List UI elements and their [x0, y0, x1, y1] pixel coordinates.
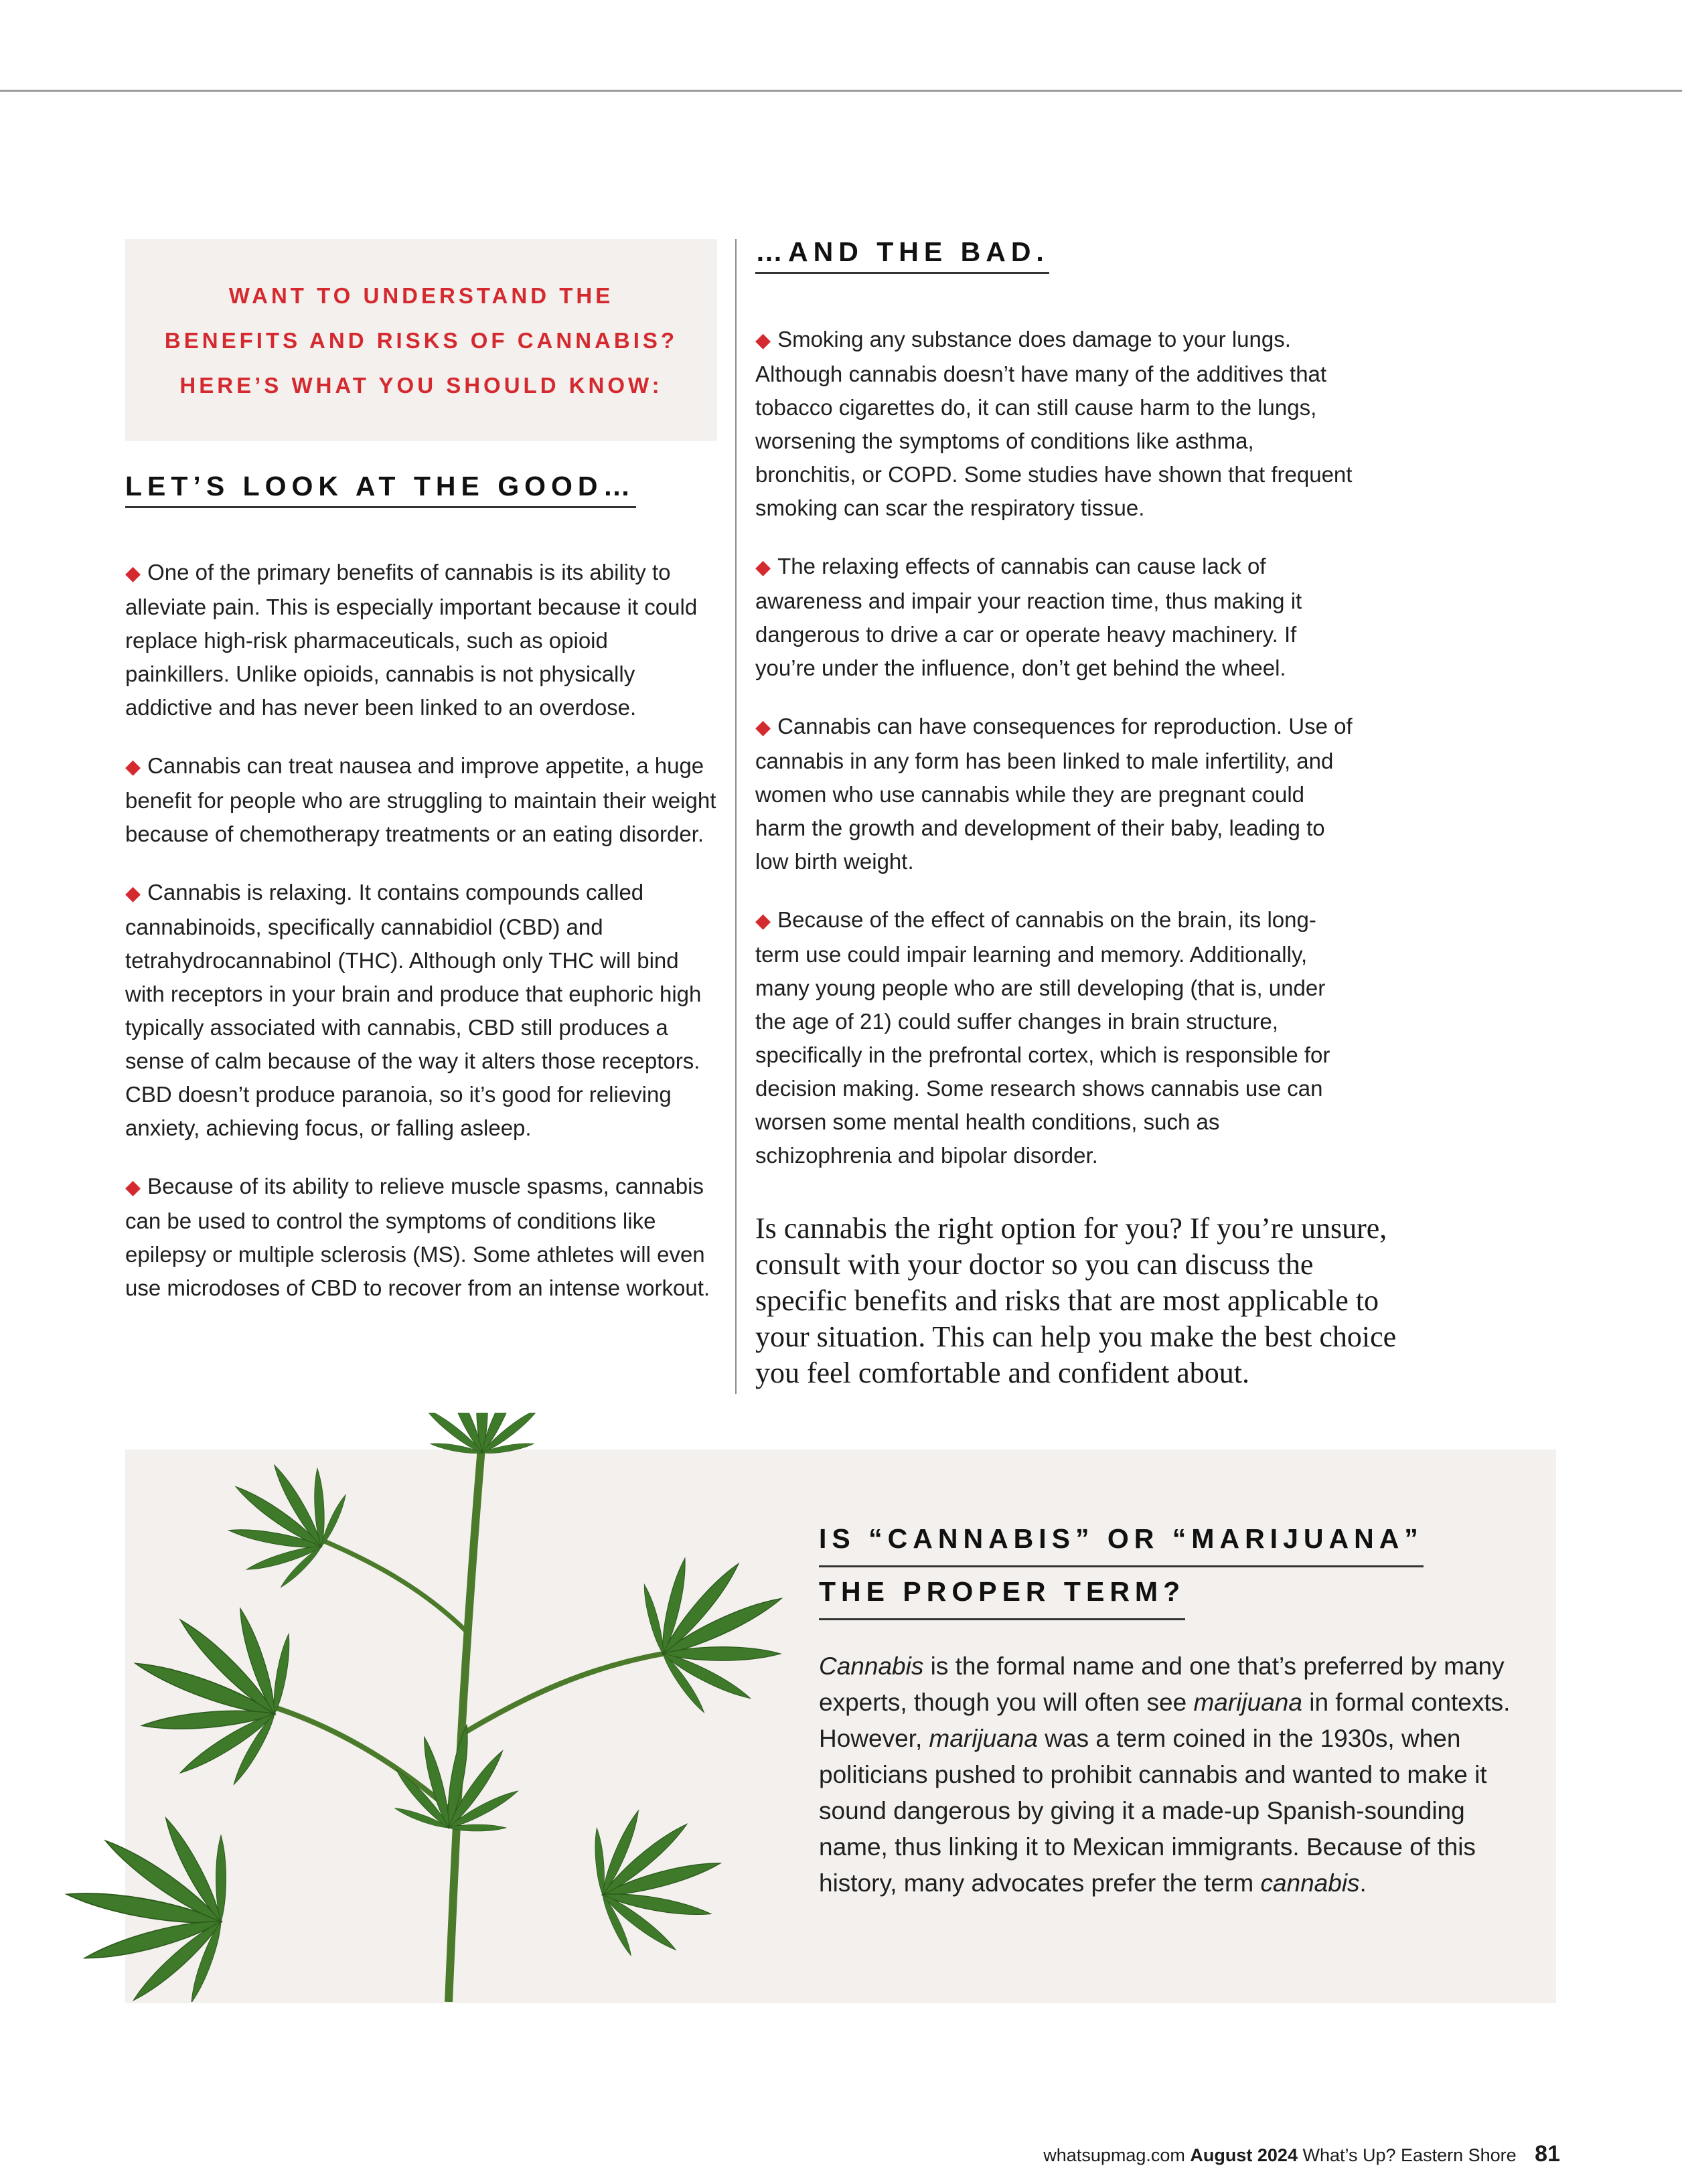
leaf — [199, 1434, 362, 1602]
bullet-text: Because of the effect of cannabis on the brain, its long-term use could impair learning and memory. Additionally, many young people who are still developing (that is, under the age of 21) could suffer changes in brain structure, specifically in the prefrontal cortex, which is responsible for decision making. Some research shows cannabis use can worsen some mental health conditions, such as schizophrenia and bipolar disorder. — [755, 907, 1330, 1168]
leaf — [579, 1790, 740, 1968]
callout-line: HERE’S WHAT YOU SHOULD KNOW: — [179, 372, 663, 398]
sidebar-heading — [819, 1514, 1424, 1620]
bullet-text: One of the primary benefits of cannabis is its ability to alleviate pain. This is especially important because it could replace high-risk pharmaceuticals, such as opioid painkillers. Unlike opioids, cannabis is not physically addictive and has never been linked to an overdose. — [125, 560, 698, 720]
sidebar-heading-line: IS “CANNABIS” OR “MARIJUANA” — [819, 1514, 1424, 1567]
diamond-bullet-icon: ◆ — [125, 1176, 141, 1198]
bullet-text: The relaxing effects of cannabis can cause lack of awareness and impair your reaction time, thus making it dangerous to drive a car or operate heavy machinery. If you’re under the influence, don’t get behind the wheel. — [755, 554, 1302, 680]
footer-site: whatsupmag.com — [1043, 2145, 1185, 2165]
leaf — [50, 1799, 243, 2002]
page-footer — [1043, 2141, 1560, 2167]
intro-callout — [125, 239, 717, 441]
sidebar-text: . — [1359, 1869, 1367, 1897]
plant-stem — [449, 1439, 482, 2002]
bad-column — [755, 323, 1358, 1197]
diamond-bullet-icon: ◆ — [755, 329, 771, 352]
closing-paragraph: Is cannabis the right option for you? If you’re unsure, consult with your doctor so you can discuss the specific benefits and risks that are most applicable to your situation. This can help you make the best choice you feel comfortable and confident about. — [755, 1212, 1397, 1389]
bullet-text: Cannabis is relaxing. It contains compounds called cannabinoids, specifically cannabidiol (CBD) and tetrahydrocannabinol (THC). Although only THC will bind with receptors in your brain and produce that euphoric high typically associated with cannabis, CBD still produces a sense of calm because of the way it alters those receptors. CBD doesn’t produce paranoia, so it’s good for relieving anxiety, achieving focus, or falling asleep. — [125, 880, 702, 1140]
bad-bullet — [755, 710, 1358, 878]
good-bullet — [125, 1170, 718, 1305]
bad-heading — [755, 236, 1049, 274]
sidebar-heading-line: THE PROPER TERM? — [819, 1567, 1185, 1620]
diamond-bullet-icon: ◆ — [755, 910, 771, 932]
good-bullet — [125, 556, 718, 724]
column-divider — [735, 239, 737, 1394]
footer-publication: What’s Up? Eastern Shore — [1302, 2145, 1517, 2165]
bullet-text: Because of its ability to relieve muscle spasms, cannabis can be used to control the symptoms of conditions like epilepsy or multiple sclerosis (MS). Some athletes will even use microdoses of CBD to recover from an intense workout. — [125, 1174, 710, 1300]
bad-heading-text: …AND THE BAD. — [755, 236, 1049, 274]
term-cannabis: Cannabis — [819, 1652, 924, 1680]
bad-bullet — [755, 550, 1358, 685]
bad-bullet — [755, 323, 1358, 525]
diamond-bullet-icon: ◆ — [755, 716, 771, 738]
diamond-bullet-icon: ◆ — [125, 562, 141, 584]
good-heading-text: LET’S LOOK AT THE GOOD… — [125, 471, 636, 508]
term-cannabis: cannabis — [1260, 1869, 1360, 1897]
good-bullet — [125, 876, 718, 1145]
term-marijuana: marijuana — [1193, 1689, 1302, 1716]
page-number: 81 — [1535, 2141, 1560, 2167]
callout-line: WANT TO UNDERSTAND THE — [228, 283, 614, 308]
diamond-bullet-icon: ◆ — [125, 882, 141, 905]
top-rule — [0, 90, 1682, 92]
bad-bullet — [755, 903, 1358, 1172]
diamond-bullet-icon: ◆ — [755, 556, 771, 578]
cannabis-plant-illustration — [20, 1413, 817, 2002]
bullet-text: Cannabis can treat nausea and improve appetite, a huge benefit for people who are struggling to maintain their weight because of chemotherapy treatments or an eating disorder. — [125, 753, 716, 846]
sidebar-text: was a term coined in the 1930s, when politicians pushed to prohibit cannabis and wanted to make it sound dangerous by giving it a made-up Spanish-sounding name, thus linking it to Mexican immigrants. Because of this history, many advocates prefer the term — [819, 1725, 1487, 1897]
leaf — [104, 1577, 311, 1802]
good-column — [125, 556, 718, 1330]
sidebar-text: in formal contexts. However, — [819, 1689, 1511, 1752]
good-heading — [125, 471, 636, 508]
good-bullet — [125, 749, 718, 851]
bullet-text: Smoking any substance does damage to your lungs. Although cannabis doesn’t have many of the additives that tobacco cigarettes do, it can still cause harm to the lungs, worsening the symptoms of conditions like asthma, bronchitis, or COPD. Some studies have shown that frequent smoking can scar the respiratory tissue. — [755, 327, 1353, 520]
sidebar-body — [819, 1648, 1515, 1901]
callout-line: BENEFITS AND RISKS OF CANNABIS? — [164, 327, 678, 353]
bullet-text: Cannabis can have consequences for reproduction. Use of cannabis in any form has been linked to male infertility, and women who use cannabis while they are pregnant could harm the growth and development of their baby, leading to low birth weight. — [755, 714, 1353, 874]
sidebar-text: is the formal name and one that’s preferred by many experts, though you will often see — [819, 1652, 1505, 1716]
leaf — [384, 1714, 530, 1843]
term-marijuana: marijuana — [929, 1725, 1038, 1752]
footer-issue: August 2024 — [1190, 2145, 1298, 2165]
leaf — [625, 1525, 816, 1729]
diamond-bullet-icon: ◆ — [125, 756, 141, 778]
leaf — [423, 1413, 542, 1456]
